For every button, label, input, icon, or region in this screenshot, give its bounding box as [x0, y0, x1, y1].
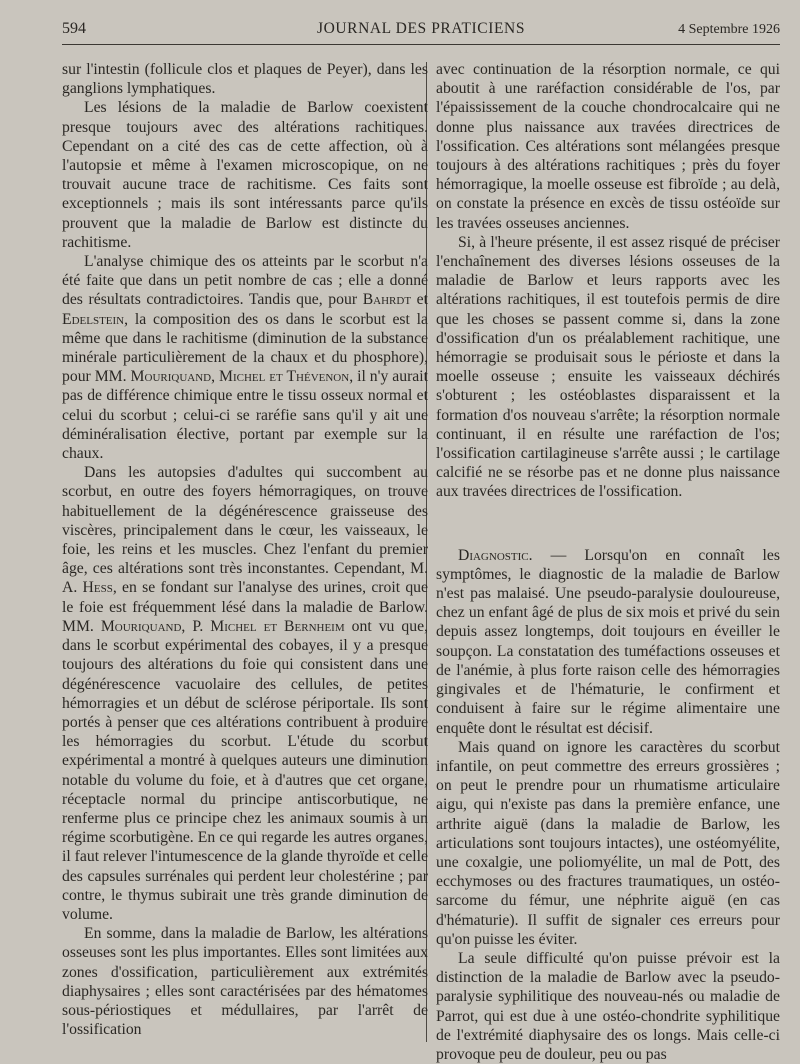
- paragraph: L'analyse chimique des os atteints par le scorbut n'a été faite que dans un petit nombre de cas ; elle a donné des résultats contradictoires. Tandis que, pour Bahrdt et Edelstein, la composition des os dans le scorbut est la même que dans le rachitisme (diminution de la substance minérale particulièrement de la chaux et du phosphore), pour MM. Mouriquand, Michel et Thévenon, il n'y aurait pas de différence chimique entre le tissu osseux normal et celui du scorbut ; celui-ci se raréfie sans qu'il y ait une déminéralisation élective, portant par exemple sur la chaux.: [62, 253, 428, 463]
- author-name: Mouriquand, P. Michel et Bernheim: [100, 617, 345, 635]
- author-name: Mouriquand, Michel et Thévenon: [130, 368, 350, 386]
- author-name: Bahrdt: [362, 291, 412, 309]
- author-name: Edelstein: [62, 310, 125, 328]
- issue-date: 4 Septembre 1926: [678, 22, 780, 37]
- section-spacer: [436, 502, 780, 546]
- running-header: [62, 18, 780, 45]
- left-column: [62, 60, 428, 1039]
- section-heading: Diagnostic.: [458, 546, 533, 564]
- paragraph: La seule difficulté qu'on puisse prévoir est la distinction de la maladie de Barlow avec la pseudo-paralysie syphilitique des nouveau-nés ou maladie de Parrot, qui est due à une ostéo-chondrite syphilitique de l'extrémité diaphysaire des os longs. Mais celle-ci provoque peu de douleur, peu ou pas: [436, 949, 780, 1063]
- paragraph: Mais quand on ignore les caractères du scorbut infantile, on peut commettre des erreurs grossières ; on peut le prendre pour un rhumatisme articulaire aigu, qui n'existe pas dans la première enfance, une arthrite aiguë (dans la maladie de Barlow, les articulations sont toujours intactes), une ostéomyélite, une coxalgie, une poliomyélite, un mal de Pott, des ecchymoses ou des fractures traumatiques, un ostéo-sarcome du fémur, une néphrite aiguë (en cas d'hématurie). Il suffit de signaler ces erreurs pour qu'on puisse les éviter.: [436, 738, 780, 948]
- right-column: [436, 60, 780, 1064]
- paragraph: Si, à l'heure présente, il est assez risqué de préciser l'enchaînement des diverses lésions osseuses de la maladie de Barlow et leurs rapports avec les altérations rachitiques, il est toutefois permis de dire que les choses se passent comme si, dans la zone d'ossification d'un os préalablement rachitique, une hémorragie se produisait sous le périoste et dans la moelle osseuse ; ensuite les vaisseaux déchirés s'obturent ; les ostéoblastes disparaissent et la formation d'os nouveau s'arrête; la résorption normale continuant, il en résulte une raréfaction de l'os; l'ossification cartilagineuse s'arrête aussi ; le cartilage calcifié ne se résorbe pas et ne donne plus naissance aux travées directrices de l'ossification.: [436, 233, 780, 501]
- paragraph: Diagnostic. — Lorsqu'on en connaît les symptômes, le diagnostic de la maladie de Barlow n'est pas malaisé. Une pseudo-paralysie douloureuse, chez un enfant âgé de plus de six mois et privé du sein depuis assez longtemps, doit toujours en éveiller le soupçon. La constatation des tuméfactions osseuses et de l'anémie, à plus forte raison celle des hémorragies gingivales et de l'hématurie, le confirment et conduisent à faire sur le régime alimentaire une enquête dont le résultat est décisif.: [436, 546, 780, 737]
- paragraph: Les lésions de la maladie de Barlow coexistent presque toujours avec des altérations rachitiques. Cependant on a cité des cas de cette affection, où à l'autopsie et même à l'examen microscopique, on ne trouvait aucune trace de rachitisme. Ces faits sont exceptionnels ; mais ils sont intéressants parce qu'ils prouvent que la maladie de Barlow est distincte du rachitisme.: [62, 99, 428, 251]
- author-name: Hess: [82, 579, 113, 597]
- paragraph: sur l'intestin (follicule clos et plaques de Peyer), dans les ganglions lymphatiques.: [62, 61, 428, 98]
- journal-title: JOURNAL DES PRATICIENS: [316, 20, 526, 37]
- paragraph: En somme, dans la maladie de Barlow, les altérations osseuses sont les plus importantes. Elles sont limitées aux zones d'ossification, particulièrement aux extrémités diaphysaires ; elles sont caractérisées par des hématomes sous-périostiques et médullaires, par l'arrêt de l'ossification: [62, 925, 428, 1039]
- paragraph: avec continuation de la résorption normale, ce qui aboutit à une raréfaction considérable de l'os, par l'épaississement de la couche chondrocalcaire qui ne donne plus naissance aux travées directrices de l'ossification. Ces altérations sont mélangées presque toujours à des altérations rachitiques ; près du foyer hémorragique, la moelle osseuse est fibroïde ; au delà, on constate la présence en excès de tissu ostéoïde sur les travées osseuses anciennes.: [436, 61, 780, 232]
- page-number: 594: [62, 20, 86, 37]
- paragraph: Dans les autopsies d'adultes qui succombent au scorbut, en outre des foyers hémorragiques, on trouve habituellement de la dégénérescence graisseuse des viscères, principalement dans le cœur, les vaisseaux, le foie, les reins et les muscles. Chez l'enfant du premier âge, ces altérations sont très inconstantes. Cependant, M. A. Hess, en se fondant sur l'analyse des urines, croit que le foie est fréquemment lésé dans la maladie de Barlow. MM. Mouriquand, P. Michel et Bernheim ont vu que, dans le scorbut expérimental des cobayes, il y a presque toujours des altérations du foie qui consistent dans une dégénérescence vacuolaire des cellules, de petites hémorragies et un début de sclérose périportale. Ils sont portés à penser que ces altérations contribuent à produire les hémorragies du scorbut. L'étude du scorbut expérimental a montré à quelques auteurs une diminution notable du volume du foie, et à d'autres que cet organe, réceptacle normal du principe antiscorbutique, ne renferme plus ce principe chez les animaux soumis à un régime scorbutigène. En ce qui regarde les autres organes, il faut relever l'intumescence de la glande thyroïde et celle des capsules surrénales qui perdent leur cholestérine ; par contre, le thymus subirait une très grande diminution de volume.: [62, 464, 428, 923]
